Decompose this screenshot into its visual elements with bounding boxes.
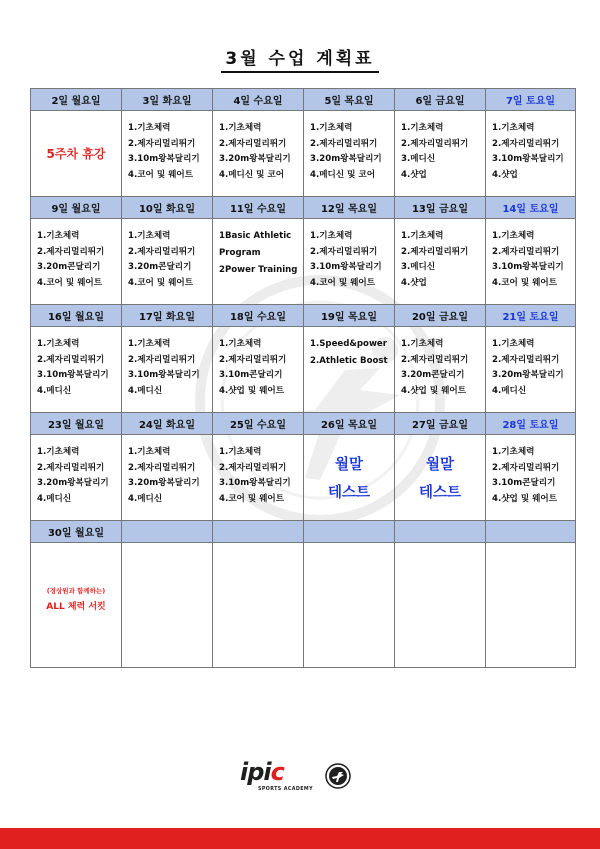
activity-item: 1.기초체력: [128, 123, 171, 133]
activity-item: 2.제자리멀리뛰기: [37, 246, 105, 257]
note-text: ALL 체력 서킷: [46, 602, 106, 612]
empty-day-header: [122, 521, 213, 543]
activity-item: 2.제자리멀리뛰기: [492, 246, 560, 257]
empty-day-cell: [122, 543, 213, 668]
activity-item: 3.20m콘달리기: [128, 262, 192, 272]
activity-list: [31, 219, 121, 291]
empty-day-cell: [486, 543, 576, 668]
activity-list: [213, 219, 303, 279]
day-label: 28일 토요일: [486, 413, 576, 435]
event-text: 월말: [425, 456, 454, 473]
day-cell: [486, 327, 576, 413]
activity-item: 4.코어 및 웨어트: [128, 277, 194, 288]
note-text: (경상원과 함께하는): [46, 587, 106, 595]
activity-item: 3.20m왕복달리기: [492, 370, 564, 380]
activity-item: 2.제자리멀리뛰기: [310, 138, 378, 149]
day-label: 19일 목요일: [304, 305, 395, 327]
activity-item: 3.10m콘달리기: [492, 478, 556, 488]
activity-list: [395, 219, 485, 291]
day-cell: [31, 219, 122, 305]
activity-list: [122, 111, 212, 183]
activity-list: [122, 327, 212, 399]
activity-item: 1.기초체력: [37, 231, 80, 241]
activity-list: [122, 435, 212, 507]
day-label: 30일 월요일: [31, 521, 122, 543]
empty-day-header: [486, 521, 576, 543]
monthly-test-label: [395, 435, 485, 520]
event-text: 테스트: [418, 484, 462, 501]
activity-item: 1.기초체력: [492, 447, 535, 457]
week-content-row: [31, 435, 576, 521]
day-label: 26일 목요일: [304, 413, 395, 435]
day-cell: [395, 435, 486, 521]
day-cell: [304, 111, 395, 197]
activity-list: [304, 327, 394, 370]
activity-list: [486, 111, 575, 183]
page-title: 3월 수업 계획표: [0, 44, 600, 69]
day-cell: [122, 435, 213, 521]
activity-item: 4.메디신: [492, 385, 527, 396]
empty-day-cell: [304, 543, 395, 668]
activity-item: 3.메디신: [401, 262, 436, 272]
activity-item: 2.제자리멀리뛰기: [219, 462, 287, 473]
activity-item: 3.20m왕복달리기: [128, 478, 200, 488]
activity-item: 4.메디신 및 코어: [219, 169, 285, 180]
week-content-row: [31, 219, 576, 305]
activity-list: [213, 327, 303, 399]
activity-item: 4.메디신 및 코어: [310, 169, 376, 180]
activity-item: 3.10m왕복달리기: [128, 154, 200, 164]
monthly-test-label: [304, 435, 394, 520]
activity-item: 2.제자리멀리뛰기: [128, 246, 196, 257]
day-label: 21일 토요일: [486, 305, 576, 327]
day-label: 16일 월요일: [31, 305, 122, 327]
activity-item: 1.기초체력: [401, 123, 444, 133]
activity-item: 3.메디신: [401, 154, 436, 164]
activity-item: 2.제자리멀리뛰기: [401, 246, 469, 257]
day-cell: [213, 111, 304, 197]
week-content-row: [31, 543, 576, 668]
activity-item: 3.20m왕복달리기: [310, 154, 382, 164]
day-label: 2일 월요일: [31, 89, 122, 111]
event-text: 월말: [334, 456, 363, 473]
day-label: 23일 월요일: [31, 413, 122, 435]
activity-item: 2.제자리멀리뛰기: [128, 354, 196, 365]
day-cell: [213, 435, 304, 521]
activity-item: 2.제자리멀리뛰기: [401, 138, 469, 149]
ipic-logo: [240, 758, 360, 798]
activity-item: 4.코어 및 웨어트: [219, 493, 285, 504]
activity-item: 1.기초체력: [492, 339, 535, 349]
activity-item: 1.기초체력: [219, 447, 262, 457]
activity-item: 4.샷업 및 웨어트: [219, 385, 285, 396]
footer-bar: [0, 828, 600, 849]
day-cell: [395, 219, 486, 305]
activity-item: 1.기초체력: [128, 447, 171, 457]
day-label: 6일 금요일: [395, 89, 486, 111]
activity-item: 1.Speed&power: [310, 339, 387, 349]
activity-item: 4.메디신: [128, 493, 163, 504]
activity-item: 1.기초체력: [219, 123, 262, 133]
activity-item: 4.메디신: [37, 493, 72, 504]
activity-item: 4.코어 및 웨어트: [37, 277, 103, 288]
day-cell: [31, 435, 122, 521]
runner-badge-icon: [324, 762, 352, 790]
day-label: 18일 수요일: [213, 305, 304, 327]
activity-item: 1.기초체력: [37, 447, 80, 457]
circuit-note: [31, 543, 121, 612]
activity-item: 1.기초체력: [401, 339, 444, 349]
day-label: 9일 월요일: [31, 197, 122, 219]
week-header-row: [31, 89, 576, 111]
activity-item: 2.제자리멀리뛰기: [128, 138, 196, 149]
schedule-table: [30, 88, 576, 668]
activity-item: 3.20m왕복달리기: [37, 478, 109, 488]
activity-item: 3.10m왕복달리기: [219, 478, 291, 488]
day-cell: [395, 111, 486, 197]
empty-day-cell: [395, 543, 486, 668]
day-label: 24일 화요일: [122, 413, 213, 435]
day-label: 4일 수요일: [213, 89, 304, 111]
activity-item: Program: [219, 248, 261, 258]
day-cell: [31, 111, 122, 197]
activity-item: 1.기초체력: [310, 123, 353, 133]
empty-day-header: [304, 521, 395, 543]
activity-list: [395, 111, 485, 183]
day-cell: [486, 219, 576, 305]
week-content-row: [31, 111, 576, 197]
week-header-row: [31, 413, 576, 435]
activity-item: 1.기초체력: [492, 231, 535, 241]
day-cell: [304, 327, 395, 413]
activity-item: 2.제자리멀리뛰기: [492, 354, 560, 365]
activity-item: 1.기초체력: [37, 339, 80, 349]
activity-item: 2.제자리멀리뛰기: [219, 138, 287, 149]
activity-item: 2.제자리멀리뛰기: [37, 462, 105, 473]
day-cell: [304, 219, 395, 305]
activity-item: 1.기초체력: [128, 231, 171, 241]
day-label: 27일 금요일: [395, 413, 486, 435]
day-cell: [486, 111, 576, 197]
activity-item: 3.10m왕복달리기: [128, 370, 200, 380]
week-header-row: [31, 197, 576, 219]
activity-item: 3.20m왕복달리기: [219, 154, 291, 164]
empty-day-header: [395, 521, 486, 543]
activity-item: 3.10m왕복달리기: [37, 370, 109, 380]
activity-item: 4.메디신: [37, 385, 72, 396]
activity-item: 4.코어 및 웨어트: [128, 169, 194, 180]
day-cell: [213, 327, 304, 413]
activity-list: [213, 111, 303, 183]
activity-item: 3.10m왕복달리기: [492, 262, 564, 272]
day-label: 20일 금요일: [395, 305, 486, 327]
activity-item: 1.기초체력: [128, 339, 171, 349]
day-label: 25일 수요일: [213, 413, 304, 435]
activity-item: 2.제자리멀리뛰기: [401, 354, 469, 365]
day-label: 7일 토요일: [486, 89, 576, 111]
activity-item: 4.코어 및 웨어트: [492, 277, 558, 288]
activity-item: 1.기초체력: [219, 339, 262, 349]
activity-item: 4.샷업: [492, 169, 518, 180]
day-cell: [213, 219, 304, 305]
week-header-row: [31, 521, 576, 543]
activity-item: 2.제자리멀리뛰기: [37, 354, 105, 365]
activity-list: [304, 111, 394, 183]
activity-item: 4.샷업: [401, 169, 427, 180]
day-cell: [31, 543, 122, 668]
activity-item: 2.제자리멀리뛰기: [492, 462, 560, 473]
day-label: 3일 화요일: [122, 89, 213, 111]
week-content-row: [31, 327, 576, 413]
day-cell: [122, 219, 213, 305]
week-header-row: [31, 305, 576, 327]
activity-list: [486, 435, 575, 507]
activity-item: 2Power Training: [219, 265, 298, 275]
activity-item: 3.10m왕복달리기: [492, 154, 564, 164]
activity-item: 1.기초체력: [401, 231, 444, 241]
day-cell: [304, 435, 395, 521]
day-label: 17일 화요일: [122, 305, 213, 327]
empty-day-cell: [213, 543, 304, 668]
logo-subtitle: SPORTS ACADEMY: [258, 787, 313, 792]
activity-item: 1.기초체력: [492, 123, 535, 133]
activity-item: 2.제자리멀리뛰기: [128, 462, 196, 473]
day-label: 13일 금요일: [395, 197, 486, 219]
activity-item: 1.기초체력: [310, 231, 353, 241]
activity-list: [122, 219, 212, 291]
activity-list: [31, 435, 121, 507]
activity-item: 4.샷업 및 웨어트: [492, 493, 558, 504]
activity-item: 2.제자리멀리뛰기: [310, 246, 378, 257]
activity-item: 4.샷업: [401, 277, 427, 288]
day-cell: [31, 327, 122, 413]
day-label: 14일 토요일: [486, 197, 576, 219]
activity-item: 3.20m콘달리기: [37, 262, 101, 272]
activity-list: [486, 327, 575, 399]
activity-list: [395, 327, 485, 399]
holiday-label: 5주차 휴강: [46, 147, 106, 161]
day-label: 5일 목요일: [304, 89, 395, 111]
logo-wordmark: ipic: [240, 758, 284, 786]
day-cell: [122, 111, 213, 197]
activity-list: [213, 435, 303, 507]
activity-list: [486, 219, 575, 291]
activity-item: 4.코어 및 웨어트: [310, 277, 376, 288]
day-cell: [122, 327, 213, 413]
activity-list: [304, 219, 394, 291]
activity-item: 2.Athletic Boost: [310, 356, 388, 366]
activity-item: 1Basic Athletic: [219, 231, 292, 241]
activity-item: 3.20m콘달리기: [401, 370, 465, 380]
empty-day-header: [213, 521, 304, 543]
day-label: 10일 화요일: [122, 197, 213, 219]
activity-item: 4.샷업 및 웨어트: [401, 385, 467, 396]
activity-item: 2.제자리멀리뛰기: [219, 354, 287, 365]
event-text: 테스트: [327, 484, 371, 501]
activity-item: 2.제자리멀리뛰기: [492, 138, 560, 149]
activity-item: 4.메디신: [128, 385, 163, 396]
activity-item: 3.10m콘달리기: [219, 370, 283, 380]
activity-item: 3.10m왕복달리기: [310, 262, 382, 272]
day-cell: [486, 435, 576, 521]
activity-list: [31, 327, 121, 399]
day-label: 12일 목요일: [304, 197, 395, 219]
day-cell: [395, 327, 486, 413]
day-label: 11일 수요일: [213, 197, 304, 219]
